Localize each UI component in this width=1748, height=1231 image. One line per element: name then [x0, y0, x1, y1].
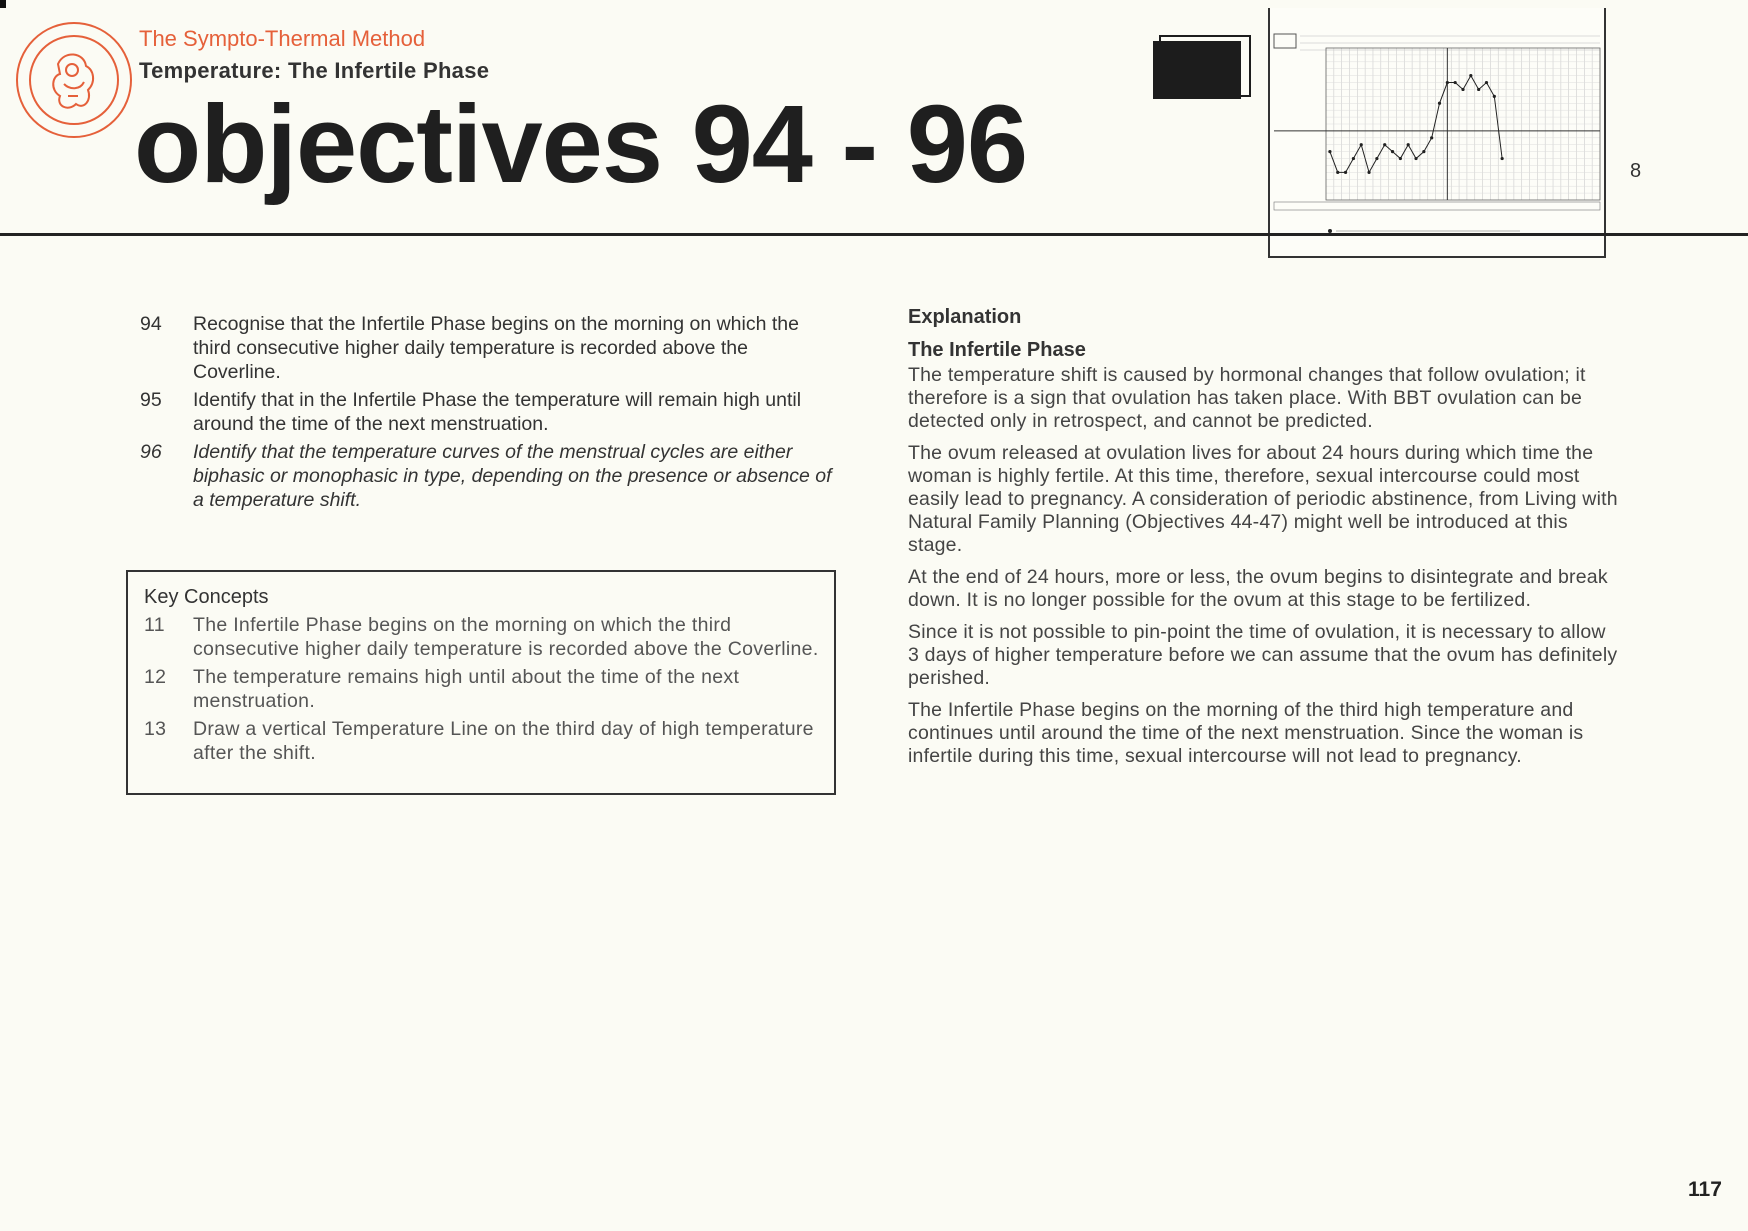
key-concept-text: Draw a vertical Temperature Line on the third day of high temperature after the shift. — [193, 718, 814, 764]
temperature-point — [1501, 157, 1504, 160]
key-concepts-box — [126, 570, 836, 795]
explanation-subheading: The Infertile Phase — [908, 339, 1086, 361]
key-concept-number: 13 — [144, 718, 167, 740]
key-concept-text: The temperature remains high until about the time of the next menstruation. — [193, 666, 740, 712]
explanation-section — [908, 306, 1618, 777]
objective-item — [140, 440, 840, 512]
temperature-point — [1352, 157, 1355, 160]
series-title: The Sympto-Thermal Method — [139, 26, 426, 51]
explanation-paragraph: The ovum released at ovulation lives for about 24 hours during which time the woman is highly fertile. At this time, therefore, sexual intercourse could most easily lead to pregnancy. A consideration of periodic abstinence, from Living with Natural Family Planning (Objectives 44-47) might well be introduced at this stage. — [908, 442, 1618, 556]
page-number: 117 — [1688, 1178, 1722, 1201]
temperature-chart — [1268, 8, 1606, 258]
temperature-point — [1430, 136, 1433, 139]
objective-text: Identify that in the Infertile Phase the temperature will remain high until around the time of the next menstruation. — [193, 389, 802, 435]
page-subtitle: Temperature: The Infertile Phase — [139, 58, 490, 83]
temperature-point — [1360, 143, 1363, 146]
key-concept-number: 12 — [144, 666, 167, 688]
objective-item — [140, 312, 840, 384]
temperature-point — [1469, 74, 1472, 77]
temperature-chart-svg — [1270, 8, 1604, 256]
explanation-heading: Explanation — [908, 306, 1022, 328]
objective-text: Identify that the temperature curves of the menstrual cycles are either biphasic or monophasic in type, depending on the presence or absence of a temperature shift. — [193, 441, 832, 511]
section-tab — [1153, 41, 1241, 99]
objective-number: 96 — [140, 441, 162, 463]
temperature-point — [1328, 150, 1331, 153]
temperature-point — [1383, 143, 1386, 146]
temperature-point — [1422, 150, 1425, 153]
temperature-point — [1454, 81, 1457, 84]
key-concept-item — [144, 665, 820, 713]
temperature-point — [1391, 150, 1394, 153]
explanation-paragraph: Since it is not possible to pin-point the time of ovulation, it is necessary to allow 3 days of higher temperature before we can assume that the ovum has definitely perished. — [908, 621, 1618, 689]
temperature-point — [1477, 88, 1480, 91]
method-logo-icon — [14, 20, 134, 140]
page-title: objectives 94 - 96 — [134, 83, 1028, 206]
temperature-point — [1438, 102, 1441, 105]
temperature-point — [1414, 157, 1417, 160]
corner-mark — [0, 0, 6, 8]
header-rule — [0, 233, 1748, 236]
temperature-point — [1344, 171, 1347, 174]
objective-number: 94 — [140, 313, 162, 335]
temperature-point — [1407, 143, 1410, 146]
temperature-point — [1367, 171, 1370, 174]
explanation-paragraph: At the end of 24 hours, more or less, the ovum begins to disintegrate and break down. It is no longer possible for the ovum at this stage to be fertilized. — [908, 566, 1608, 611]
temperature-point — [1493, 95, 1496, 98]
temperature-point — [1399, 157, 1402, 160]
temperature-point — [1485, 81, 1488, 84]
temperature-point — [1336, 171, 1339, 174]
temperature-point — [1375, 157, 1378, 160]
key-concept-number: 11 — [144, 614, 165, 636]
temperature-point — [1461, 88, 1464, 91]
day-number-row — [1274, 202, 1600, 210]
chapter-number: 8 — [1630, 160, 1642, 182]
explanation-paragraph: The temperature shift is caused by hormonal changes that follow ovulation; it therefore is a sign that ovulation has taken place. With BBT ovulation can be detected only in retrospect, and cannot be predicted. — [908, 364, 1586, 432]
explanation-paragraph: The Infertile Phase begins on the morning of the third high temperature and continues until around the time of the next menstruation. Since the woman is infertile during this time, sexual intercourse will not lead to pregnancy. — [908, 699, 1584, 767]
objective-text: Recognise that the Infertile Phase begins on the morning on which the third consecutive higher daily temperature is recorded above the Coverline. — [193, 313, 799, 383]
key-concept-item — [144, 613, 820, 661]
key-concepts-title: Key Concepts — [144, 586, 269, 608]
objective-item — [140, 388, 840, 436]
key-concept-item — [144, 717, 820, 765]
temperature-point — [1446, 81, 1449, 84]
objectives-list — [140, 312, 840, 516]
chart-header-box — [1274, 34, 1296, 48]
key-concept-text: The Infertile Phase begins on the morning on which the third consecutive higher daily temperature is recorded above the Coverline. — [193, 614, 819, 660]
objective-number: 95 — [140, 389, 162, 411]
